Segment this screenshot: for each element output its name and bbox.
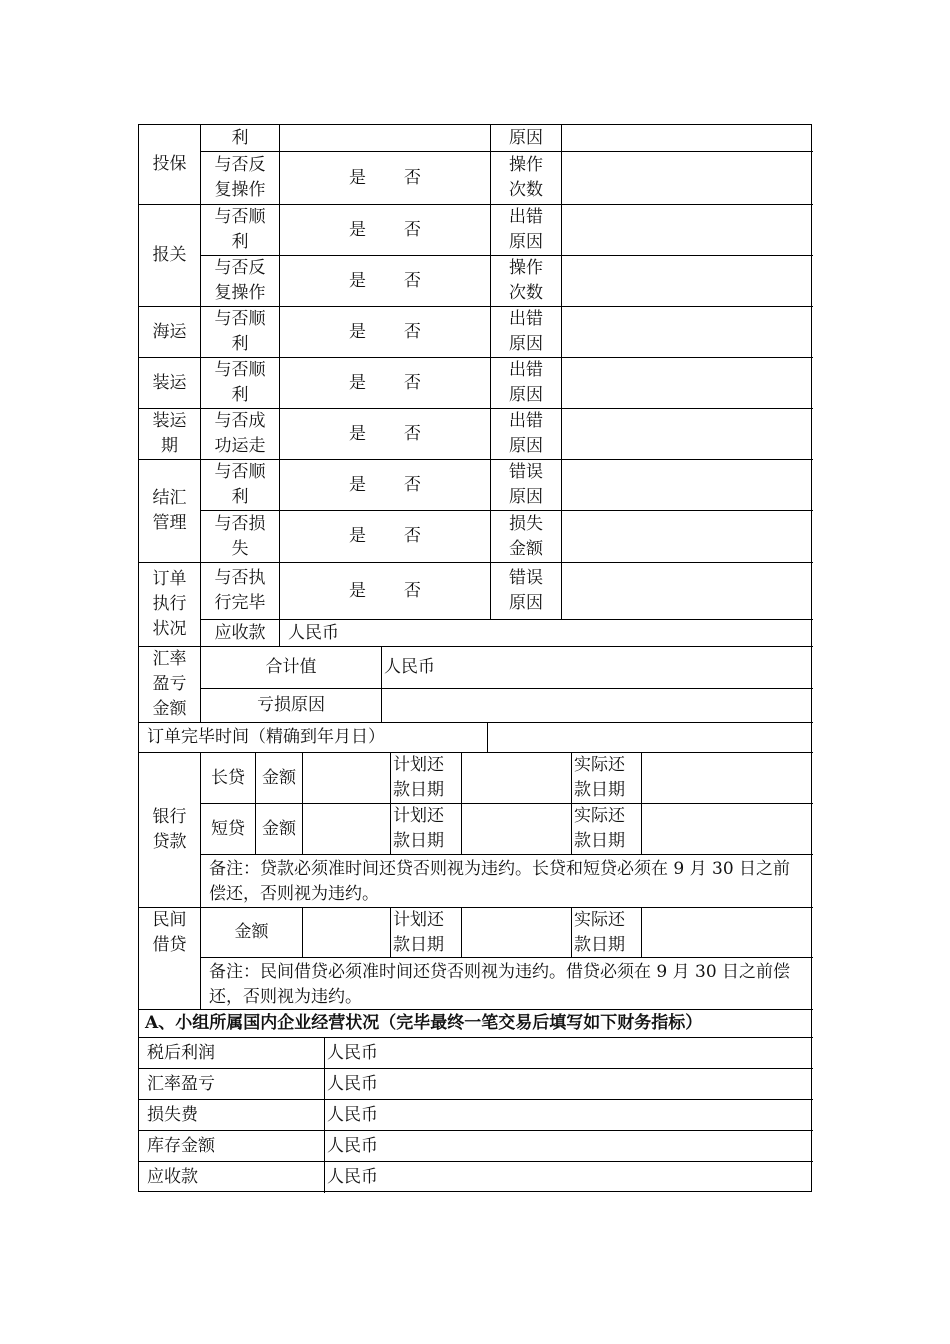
label-error-reason: 原因 [491, 125, 562, 152]
label-loss-amount: 损失 金额 [491, 511, 562, 563]
label-order-complete-time: 订单完毕时间（精确到年月日） [139, 723, 488, 753]
short-loan-planned-date-input[interactable] [462, 804, 572, 855]
label-long-term-loan: 长贷 [201, 753, 256, 804]
label-mistake-reason: 错误 原因 [491, 563, 562, 620]
label-error-reason: 出错 原因 [491, 307, 562, 358]
insurance-error-reason-input[interactable] [562, 125, 813, 152]
insurance-repeat-yesno[interactable] [280, 152, 491, 205]
label-operation-count: 操作 次数 [491, 256, 562, 307]
loading-period-error-input[interactable] [562, 409, 813, 460]
shipping-smooth-yesno[interactable] [280, 307, 491, 358]
label-receivable-final: 应收款 [139, 1162, 325, 1193]
order-execution-yesno[interactable] [280, 563, 491, 620]
loading-smooth-yesno[interactable] [280, 358, 491, 409]
customs-error-reason-input[interactable] [562, 205, 813, 256]
no-option[interactable]: 否 [404, 219, 421, 240]
yes-option[interactable]: 是 [349, 372, 366, 393]
order-mistake-input[interactable] [562, 563, 813, 620]
long-loan-amount-input[interactable] [303, 753, 391, 804]
yes-option[interactable]: 是 [349, 474, 366, 495]
loss-fee-rmb[interactable]: 人民币 [325, 1100, 813, 1131]
private-loan-actual-date-input[interactable] [642, 908, 813, 958]
long-loan-planned-date-input[interactable] [462, 753, 572, 804]
bank-loan-note: 备注：贷款必须准时间还贷否则视为违约。长贷和短贷必须在 9 月 30 日之前偿还，否则视为违约。 [201, 855, 813, 908]
yes-option[interactable]: 是 [349, 167, 366, 188]
insurance-operation-count-input[interactable] [562, 152, 813, 205]
label-order-status: 订单 执行 状况 [139, 563, 201, 647]
no-option[interactable]: 否 [404, 474, 421, 495]
receivable-final-rmb[interactable]: 人民币 [327, 1167, 378, 1187]
label-total: 合计值 [201, 647, 382, 689]
label-net-profit: 税后利润 [139, 1038, 325, 1069]
form-table [138, 124, 812, 1192]
label-repeat-operation: 与否反 复操作 [201, 256, 280, 307]
label-loss-question: 与否损 失 [201, 511, 280, 563]
label-smooth: 与否顺 利 [201, 460, 280, 511]
shipping-error-reason-input[interactable] [562, 307, 813, 358]
insurance-smooth-value[interactable] [280, 125, 491, 152]
label-bank-loan: 银行 贷款 [139, 753, 201, 908]
label-fx-gain-loss: 汇率 盈亏 金额 [139, 647, 201, 723]
label-smooth-fragment: 利 [201, 125, 280, 152]
order-receivable-rmb[interactable]: 人民币 [280, 620, 813, 647]
settlement-loss-yesno[interactable] [280, 511, 491, 563]
label-execution-done: 与否执 行完毕 [201, 563, 280, 620]
label-amount: 金额 [256, 753, 303, 804]
label-amount: 金额 [256, 804, 303, 855]
label-actual-repay-date: 实际还 款日期 [572, 753, 642, 804]
label-error-reason: 出错 原因 [491, 409, 562, 460]
short-loan-amount-input[interactable] [303, 804, 391, 855]
no-option[interactable]: 否 [404, 580, 421, 601]
label-loading: 装运 [139, 358, 201, 409]
long-loan-actual-date-input[interactable] [642, 753, 813, 804]
label-customs: 报关 [139, 205, 201, 307]
label-shipped-success: 与否成 功运走 [201, 409, 280, 460]
no-option[interactable]: 否 [404, 423, 421, 444]
label-insurance: 投保 [139, 125, 201, 205]
settlement-loss-amount-input[interactable] [562, 511, 813, 563]
yes-option[interactable]: 是 [349, 580, 366, 601]
label-actual-repay-date: 实际还 款日期 [572, 804, 642, 855]
settlement-smooth-yesno[interactable] [280, 460, 491, 511]
label-shipping: 海运 [139, 307, 201, 358]
label-planned-repay-date: 计划还 款日期 [391, 753, 462, 804]
label-operation-count: 操作 次数 [491, 152, 562, 205]
label-error-reason: 出错 原因 [491, 205, 562, 256]
fx-profit-rmb[interactable]: 人民币 [325, 1069, 813, 1100]
label-amount: 金额 [201, 908, 303, 958]
label-settlement: 结汇 管理 [139, 460, 201, 563]
label-private-loan: 民间 借贷 [139, 908, 201, 1010]
customs-repeat-yesno[interactable] [280, 256, 491, 307]
label-loss-fee: 损失费 [139, 1100, 325, 1131]
customs-operation-count-input[interactable] [562, 256, 813, 307]
label-short-term-loan: 短贷 [201, 804, 256, 855]
fx-loss-reason-input[interactable] [382, 689, 813, 723]
section-a-heading: A、小组所属国内企业经营状况（完毕最终一笔交易后填写如下财务指标） [139, 1010, 813, 1038]
no-option[interactable]: 否 [404, 526, 421, 546]
net-profit-rmb[interactable]: 人民币 [325, 1038, 813, 1069]
label-planned-repay-date: 计划还 款日期 [391, 804, 462, 855]
private-loan-amount-input[interactable] [303, 908, 391, 958]
settlement-mistake-input[interactable] [562, 460, 813, 511]
short-loan-actual-date-input[interactable] [642, 804, 813, 855]
label-smooth: 与否顺 利 [201, 358, 280, 409]
no-option[interactable]: 否 [404, 270, 421, 291]
inventory-amount-rmb[interactable]: 人民币 [325, 1131, 813, 1162]
label-repeat-operation: 与否反 复操作 [201, 152, 280, 205]
label-receivable: 应收款 [201, 620, 280, 647]
label-loading-period: 装运 期 [139, 409, 201, 460]
label-loss-reason: 亏损原因 [201, 689, 382, 723]
label-smooth: 与否顺 利 [201, 205, 280, 256]
label-smooth: 与否顺 利 [201, 307, 280, 358]
private-loan-note: 备注：民间借贷必须准时间还贷否则视为违约。借贷必须在 9 月 30 日之前偿还，否则视为违约。 [201, 958, 813, 1010]
label-mistake-reason: 错误 原因 [491, 460, 562, 511]
no-option[interactable]: 否 [404, 372, 421, 393]
yes-option[interactable]: 是 [349, 219, 366, 240]
loading-error-reason-input[interactable] [562, 358, 813, 409]
loading-period-yesno[interactable] [280, 409, 491, 460]
order-complete-time-input[interactable] [488, 723, 813, 753]
label-actual-repay-date: 实际还 款日期 [572, 908, 642, 958]
yes-option[interactable]: 是 [349, 526, 366, 546]
no-option[interactable]: 否 [404, 167, 421, 188]
no-option[interactable]: 否 [404, 321, 421, 342]
customs-smooth-yesno[interactable] [280, 205, 491, 256]
yes-option[interactable]: 是 [349, 270, 366, 291]
yes-option[interactable]: 是 [349, 321, 366, 342]
label-fx-profit: 汇率盈亏 [139, 1069, 325, 1100]
fx-total-rmb[interactable]: 人民币 [382, 647, 813, 689]
label-planned-repay-date: 计划还 款日期 [391, 908, 462, 958]
private-loan-planned-date-input[interactable] [462, 908, 572, 958]
label-error-reason: 出错 原因 [491, 358, 562, 409]
label-inventory-amount: 库存金额 [139, 1131, 325, 1162]
yes-option[interactable]: 是 [349, 423, 366, 444]
